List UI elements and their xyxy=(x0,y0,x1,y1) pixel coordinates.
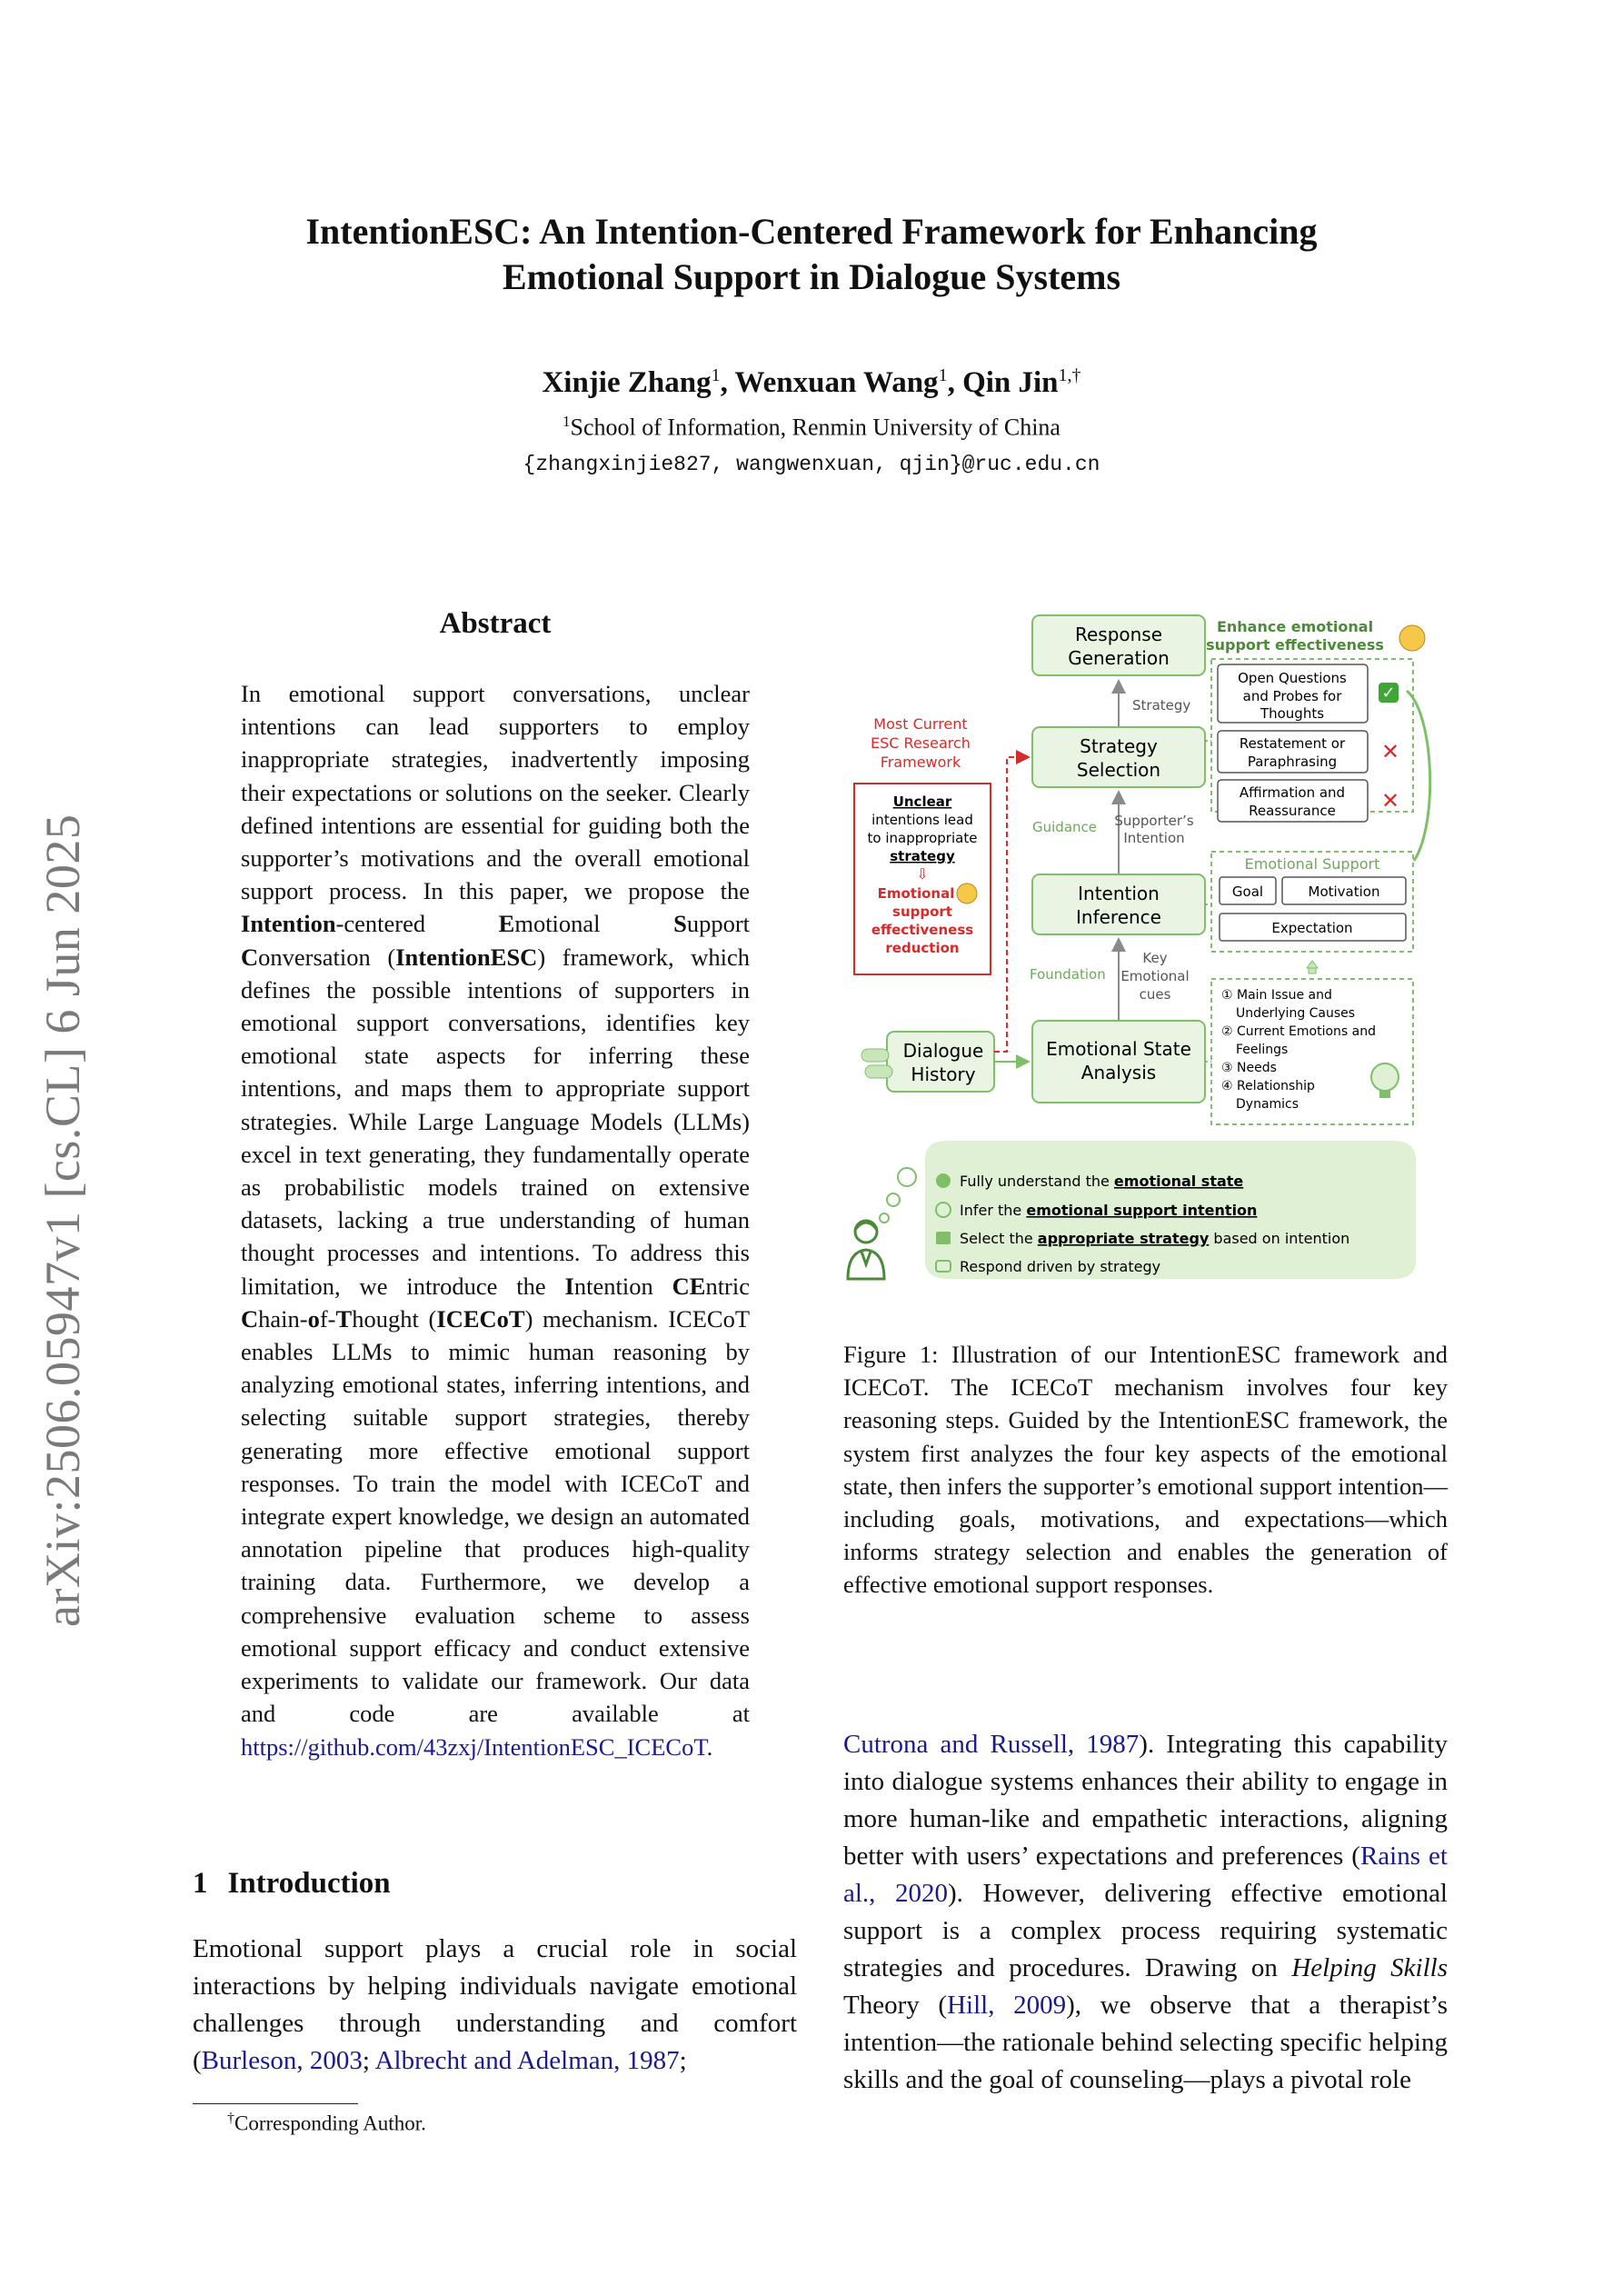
note-line: support xyxy=(892,903,952,920)
figure-1 xyxy=(843,604,1448,1295)
abstract-text: hought ( xyxy=(352,1304,437,1333)
thought-dot xyxy=(880,1213,889,1223)
abstract-text: . xyxy=(706,1732,713,1761)
author-name: Xinjie Zhang xyxy=(542,366,712,399)
expectation-label: Expectation xyxy=(1271,920,1353,936)
author-sup: 1 xyxy=(938,365,948,385)
step-line xyxy=(960,1202,1257,1219)
edge-label-guidance: Guidance xyxy=(1032,819,1097,835)
goal-label: Goal xyxy=(1231,883,1264,900)
checkmark-glyph: ✓ xyxy=(1381,684,1396,703)
step-text: Infer the xyxy=(960,1202,1027,1219)
node-label: Dialogue xyxy=(902,1040,984,1062)
thought-dot xyxy=(898,1168,916,1186)
abstract-text: In emotional support conversations, unclear intentions can lead supporters to employ inappropriate strategies, inadvertently imposing their expectations or solutions on the seeker. Clearly defined intentions are essential for guiding both the supporter’s motivations and the overall emotional support process. In this paper, we propose the xyxy=(241,680,750,905)
section-title: Introduction xyxy=(227,1867,391,1900)
abstract-text: f- xyxy=(319,1304,336,1333)
edge-label-intention: Intention xyxy=(1123,830,1185,846)
chat-bubble-icon xyxy=(865,1065,892,1078)
abstract-bold: ICECoT xyxy=(436,1304,525,1333)
up-arrow-icon xyxy=(1307,961,1318,973)
affiliation-sup: 1 xyxy=(563,413,571,430)
strategy-selection-box xyxy=(1032,727,1205,787)
option-line: Reassurance xyxy=(1249,803,1336,819)
citation-link[interactable]: Hill, 2009 xyxy=(947,1991,1067,2020)
step-line xyxy=(960,1258,1160,1275)
aspect-line: ④ Relationship xyxy=(1221,1079,1315,1093)
option-line: and Probes for xyxy=(1242,688,1342,704)
author-list: Xinjie Zhang$^1$, Wenxuan Wang$^1$, Qin Jin$^{1,\dagger}$ xyxy=(542,365,1081,399)
framework-diagram xyxy=(843,604,1448,1295)
motivation-label: Motivation xyxy=(1308,883,1380,900)
step-text: based on intention xyxy=(1209,1230,1350,1247)
body-text: ). However, delivering effective emotional support is a complex process requiring systematic strategies and procedures. Drawing on xyxy=(843,1879,1448,1982)
enhance-effectiveness-panel xyxy=(1206,618,1430,861)
section-number: 1 xyxy=(193,1867,208,1900)
step-text: Fully understand the xyxy=(960,1173,1114,1190)
abstract-bold: CE xyxy=(672,1272,706,1300)
abstract-text: motional xyxy=(514,910,674,938)
node-label: Strategy xyxy=(1080,735,1158,757)
abstract-bold: E xyxy=(498,910,515,938)
aspect-line: Underlying Causes xyxy=(1236,1006,1356,1021)
option-line: Paraphrasing xyxy=(1247,754,1338,770)
citation-link[interactable]: Burleson, 2003 xyxy=(201,2046,363,2075)
node-label: Inference xyxy=(1076,906,1161,928)
lightbulb-base xyxy=(1379,1091,1390,1098)
note-line: reduction xyxy=(885,940,960,956)
option-line: Restatement or xyxy=(1239,735,1346,752)
citation-link[interactable]: Albrecht and Adelman, 1987 xyxy=(374,2046,680,2075)
abstract-bold: S xyxy=(673,910,687,938)
down-arrow-icon: ⇩ xyxy=(916,865,929,883)
body-text: Emotional support plays a crucial role in social interactions by helping individuals navigate emotional challenges through understanding and comfort ( xyxy=(193,1934,797,2075)
current-framework-title: Framework xyxy=(880,754,961,771)
affiliation xyxy=(164,413,1459,442)
edge-label-foundation: Foundation xyxy=(1030,966,1106,983)
footnote xyxy=(227,2111,426,2136)
step-text: Respond driven by strategy xyxy=(960,1258,1161,1275)
edge-label-cues: cues xyxy=(1139,986,1171,1003)
thought-dot xyxy=(887,1193,900,1206)
section-heading xyxy=(193,1867,391,1901)
supporter-person-icon xyxy=(848,1221,884,1279)
emotional-support-panel xyxy=(1211,852,1413,952)
edge-label-intention: Supporter’s xyxy=(1114,813,1194,829)
body-text: ; xyxy=(679,2046,687,2075)
abstract-text: ) mechanism. ICECoT enables LLMs to mimic human reasoning by analyzing emotional states, inferring intentions, and selecting suitable support strategies, thereby generating more effective emotional support responses. To train the model with ICECoT and integrate expert knowledge, we design an automated annotation pipeline that produces high-quality training data. Furthermore, we develop a comprehensive evaluation scheme to assess emotional support efficacy and conduct extensive experiments to validate our framework. Our data and code are available at xyxy=(241,1304,751,1728)
abstract-bold: T xyxy=(335,1304,353,1333)
abstract-text: ) framework, which defines the possible intentions of supporters in emotional support conversations, identifies key emotional state aspects for inferring these intentions, and maps them to appropriate support strategies. While Large Language Models (LLMs) excel in text generating, they fundamentally operate as probabilistic models trained on extensive datasets, lacking a true understanding of human thought processes and intentions. To address this limitation, we introduce the xyxy=(241,943,750,1300)
node-label: Response xyxy=(1074,624,1163,645)
chat-bubble-icon xyxy=(861,1049,889,1062)
step-key: emotional support intention xyxy=(1026,1202,1258,1219)
emotional-state-analysis-box xyxy=(1032,1021,1205,1103)
option-line: Affirmation and xyxy=(1239,784,1346,801)
note-line: intentions lead xyxy=(871,812,973,828)
title-line-2: Emotional Support in Dialogue Systems xyxy=(502,256,1121,297)
emphasis-text: Helping Skills xyxy=(1291,1953,1448,1982)
option-line: Open Questions xyxy=(1238,670,1347,686)
intro-right-column xyxy=(843,1726,1448,2099)
note-line: Emotional xyxy=(877,885,955,902)
abstract-text: hain- xyxy=(258,1304,308,1333)
node-label: Emotional State xyxy=(1046,1038,1191,1060)
step-text: Select the xyxy=(960,1230,1038,1247)
author-emails: {zhangxinjie827, wangwenxuan, qjin}@ruc.edu.cn xyxy=(523,453,1100,476)
note-line: to inappropriate xyxy=(867,830,978,846)
body-text: Theory ( xyxy=(843,1991,948,2020)
icecot-steps-bubble xyxy=(880,1141,1416,1279)
node-label: Analysis xyxy=(1080,1062,1157,1083)
abstract-bold: Intention xyxy=(241,910,336,938)
option-line: Thoughts xyxy=(1260,705,1325,722)
edge-label-cues: Emotional xyxy=(1120,968,1190,984)
aspect-line: Feelings xyxy=(1236,1043,1289,1057)
dialogue-history-box xyxy=(861,1032,994,1092)
figure-caption: Figure 1: Illustration of our IntentionESC framework and ICECoT. The ICECoT mechanism involves four key reasoning steps. Guided by the IntentionESC framework, the system first analyzes the four key aspects of the emotional state, then infers the supporter’s emotional support intention—including goals, motivations, and expectations—which informs strategy selection and enables the generation of effective emotional support responses. xyxy=(843,1341,1448,1599)
body-text: ). Integrating this capability into dialogue systems enhances their ability to engage in more human-like and empathetic interactions, aligning better with users’ expectations and preferences ( xyxy=(843,1730,1448,1871)
node-label: Generation xyxy=(1068,647,1170,669)
abstract-heading: Abstract xyxy=(439,607,552,640)
abstract-bold: I xyxy=(564,1272,574,1300)
abstract-bold: C xyxy=(241,1304,259,1333)
smiley-face-icon xyxy=(1399,625,1425,651)
note-line: Unclear xyxy=(892,794,952,810)
abstract-text: onversation ( xyxy=(258,943,396,971)
citation-link[interactable]: Cutrona and Russell, 1987 xyxy=(843,1730,1140,1759)
abstract-text: -centered xyxy=(335,910,499,938)
footnote-text: Corresponding Author. xyxy=(234,2111,426,2135)
curved-connector xyxy=(1407,691,1430,861)
citation-link[interactable]: Rains et al., 2020 xyxy=(843,1842,1448,1908)
author-name: Qin Jin xyxy=(962,366,1059,399)
aspect-line: ③ Needs xyxy=(1221,1061,1277,1075)
shortcut-arrow xyxy=(994,757,1029,1052)
intention-inference-box xyxy=(1032,874,1205,934)
step-key: appropriate strategy xyxy=(1037,1230,1210,1247)
edge-label-cues: Key xyxy=(1142,950,1168,966)
step-line xyxy=(960,1173,1243,1190)
enhance-title: Enhance emotional xyxy=(1216,618,1374,635)
aspects-panel xyxy=(1211,979,1413,1124)
response-generation-box xyxy=(1032,615,1205,675)
author-name: Wenxuan Wang xyxy=(734,366,939,399)
crying-face-icon xyxy=(957,883,977,903)
note-line: effectiveness xyxy=(871,922,974,938)
aspect-line: ② Current Emotions and xyxy=(1221,1024,1376,1039)
arxiv-sidebar-id: arXiv:2506.05947v1 [cs.CL] 6 Jun 2025 xyxy=(35,814,90,1627)
cross-icon: ✕ xyxy=(1380,788,1400,814)
intro-left-column xyxy=(193,1931,797,2080)
footnote-rule xyxy=(193,2103,358,2104)
body-text: ; xyxy=(362,2046,375,2075)
author-sup: 1,† xyxy=(1058,365,1081,385)
node-label: Intention xyxy=(1078,883,1160,904)
emotional-support-title: Emotional Support xyxy=(1244,855,1380,873)
enhance-title: support effectiveness xyxy=(1206,636,1384,654)
eye-icon xyxy=(936,1173,951,1188)
current-framework-title: Most Current xyxy=(873,715,968,733)
current-framework-title: ESC Research xyxy=(871,734,971,752)
abstract-text: ntention xyxy=(573,1272,672,1300)
select-icon xyxy=(936,1232,951,1244)
abstract-bold: o xyxy=(307,1304,320,1333)
note-line: strategy xyxy=(890,848,955,864)
author-sup: 1 xyxy=(711,365,721,385)
step-key: emotional state xyxy=(1113,1173,1244,1190)
affiliation-text: School of Information, Renmin University of China xyxy=(570,414,1060,441)
abstract-body xyxy=(241,677,750,1763)
edge-label-strategy: Strategy xyxy=(1132,697,1191,714)
abstract-bold: IntentionESC xyxy=(395,943,538,971)
node-label: Selection xyxy=(1076,759,1161,781)
abstract-text: ntric xyxy=(705,1272,750,1300)
abstract-text: upport xyxy=(686,910,750,938)
code-link[interactable]: https://github.com/43zxj/IntentionESC_ICECoT xyxy=(241,1732,707,1761)
lightbulb-icon xyxy=(1371,1063,1399,1091)
title-line-1: IntentionESC: An Intention-Centered Framework for Enhancing xyxy=(305,211,1318,252)
node-label: History xyxy=(911,1063,976,1085)
aspect-line: Dynamics xyxy=(1236,1097,1299,1112)
step-line xyxy=(960,1230,1349,1247)
footnote-mark: † xyxy=(227,2111,234,2126)
aspect-line: ① Main Issue and xyxy=(1221,988,1332,1003)
current-framework-note xyxy=(854,715,991,974)
abstract-bold: C xyxy=(241,943,259,971)
cross-icon: ✕ xyxy=(1380,739,1400,764)
paper-title xyxy=(164,209,1459,300)
body-text: ), we observe that a therapist’s intention—the rationale behind selecting specific helping skills and the goal of counseling—plays a pivotal role xyxy=(843,1991,1448,2094)
